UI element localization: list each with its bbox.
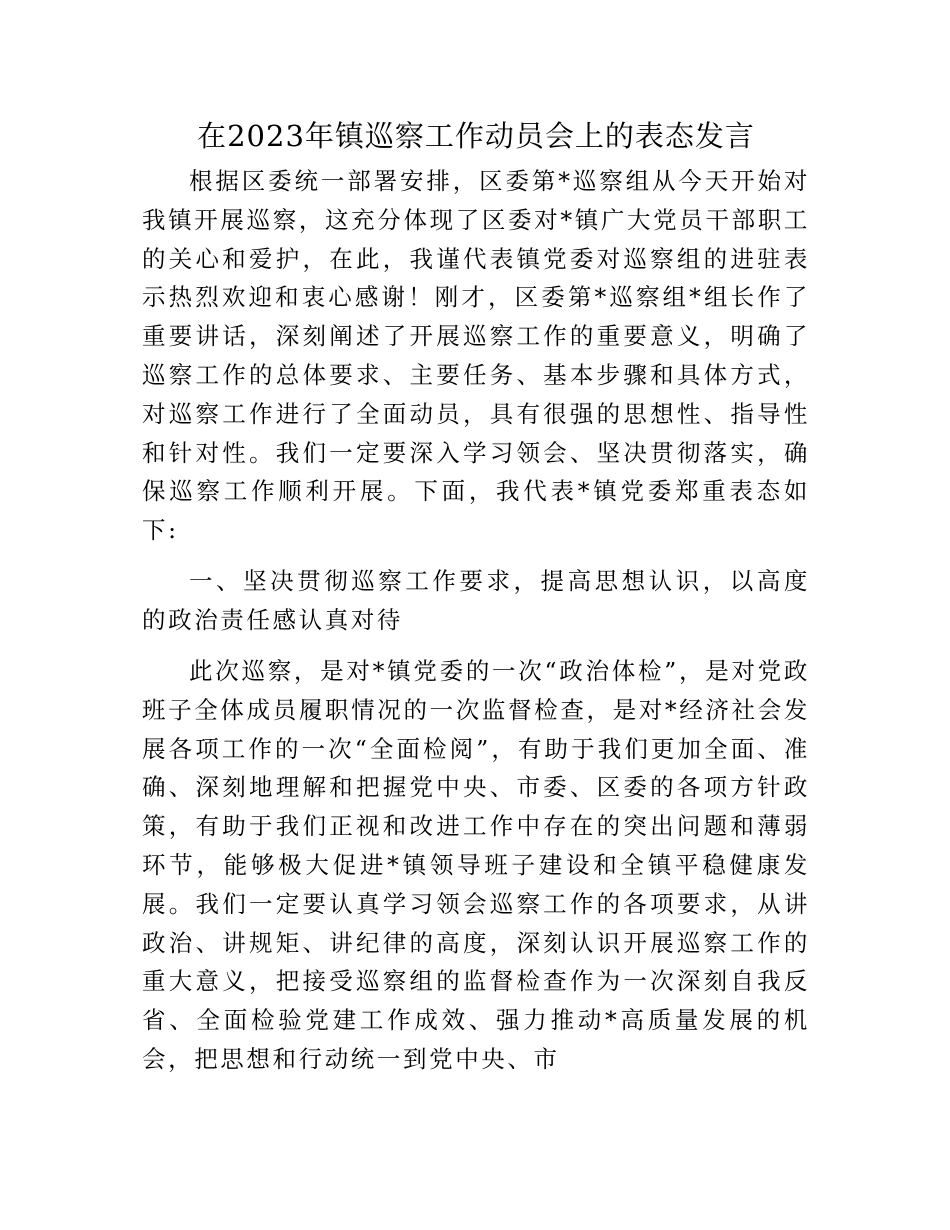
body-paragraph-section-1: 此次巡察，是对*镇党委的一次“政治体检”，是对党政班子全体成员履职情况的一次监督检查，是对*经济社会发展各项工作的一次“全面检阅”，有助于我们更加全面、准确、深刻地理解和把握党中央、市委、区委的各项方针政策，有助于我们正视和改进工作中存在的突出问题和薄弱环节，能够极大促进*镇领导班子建设和全镇平稳健康发展。我们一定要认真学习领会巡察工作的各项要求，从讲政治、讲规矩、讲纪律的高度，深刻认识开展巡察工作的重大意义，把接受巡察组的监督检查作为一次深刻自我反省、全面检验党建工作成效、强力推动*高质量发展的机会，把思想和行动统一到党中央、市 xyxy=(142,656,810,1073)
document-page xyxy=(142,110,810,1079)
document-title: 在2023年镇巡察工作动员会上的表态发言 xyxy=(197,119,755,153)
section-heading-1: 一、坚决贯彻巡察工作要求，提高思想认识，以高度的政治责任感认真对待 xyxy=(142,566,810,634)
body-paragraph-intro: 根据区委统一部署安排，区委第*巡察组从今天开始对我镇开展巡察，这充分体现了区委对*镇广大党员干部职工的关心和爱护，在此，我谨代表镇党委对巡察组的进驻表示热烈欢迎和衷心感谢！刚才，区委第*巡察组*组长作了重要讲话，深刻阐述了开展巡察工作的重要意义，明确了巡察工作的总体要求、主要任务、基本步骤和具体方式，对巡察工作进行了全面动员，具有很强的思想性、指导性和针对性。我们一定要深入学习领会、坚决贯彻落实，确保巡察工作顺利开展。下面，我代表*镇党委郑重表态如下: xyxy=(142,167,810,545)
